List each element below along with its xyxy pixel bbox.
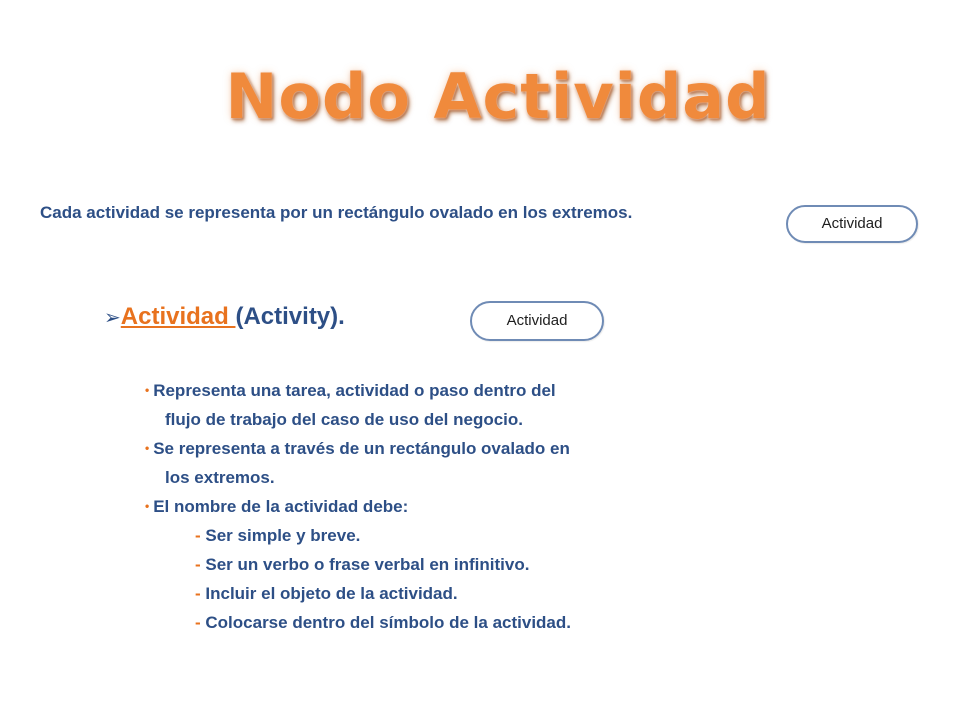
heading-term: Actividad xyxy=(120,303,236,330)
bullet-item xyxy=(145,434,571,463)
intro-text: Cada actividad se representa por un rectángulo ovalado en los extremos. xyxy=(40,203,633,222)
bullet-dot-icon: • xyxy=(145,441,150,455)
section-heading xyxy=(104,303,345,331)
bullet-text: Representa una tarea, actividad o paso dentro del xyxy=(153,381,556,400)
arrow-bullet-icon: ➢ xyxy=(104,307,121,329)
sub-item xyxy=(145,579,571,608)
sub-item-text: Ser un verbo o frase verbal en infinitivo. xyxy=(205,555,530,574)
bullet-list xyxy=(145,376,571,637)
dash-marker: - xyxy=(195,526,206,545)
heading-rest: (Activity). xyxy=(235,303,345,330)
sub-item xyxy=(145,521,571,550)
sub-item xyxy=(145,550,571,579)
bullet-item xyxy=(145,376,571,405)
bullet-continuation: flujo de trabajo del caso de uso del negocio. xyxy=(165,410,524,429)
activity-shape-example-top: Actividad xyxy=(786,205,918,243)
sub-item-text: Colocarse dentro del símbolo de la actividad. xyxy=(205,613,571,632)
page-title: Nodo Actividad xyxy=(225,60,771,133)
dash-marker: - xyxy=(195,584,206,603)
bullet-item xyxy=(145,492,571,521)
sub-item xyxy=(145,608,571,637)
bullet-dot-icon: • xyxy=(145,499,150,513)
bullet-continuation: los extremos. xyxy=(165,468,275,487)
bullet-text: Se representa a través de un rectángulo ovalado en xyxy=(153,439,570,458)
dash-marker: - xyxy=(195,613,206,632)
bullet-dot-icon: • xyxy=(145,383,150,397)
activity-shape-example-inline: Actividad xyxy=(470,301,604,341)
bullet-text: El nombre de la actividad debe: xyxy=(153,497,409,516)
sub-item-text: Ser simple y breve. xyxy=(205,526,361,545)
sub-item-text: Incluir el objeto de la actividad. xyxy=(205,584,458,603)
dash-marker: - xyxy=(195,555,206,574)
